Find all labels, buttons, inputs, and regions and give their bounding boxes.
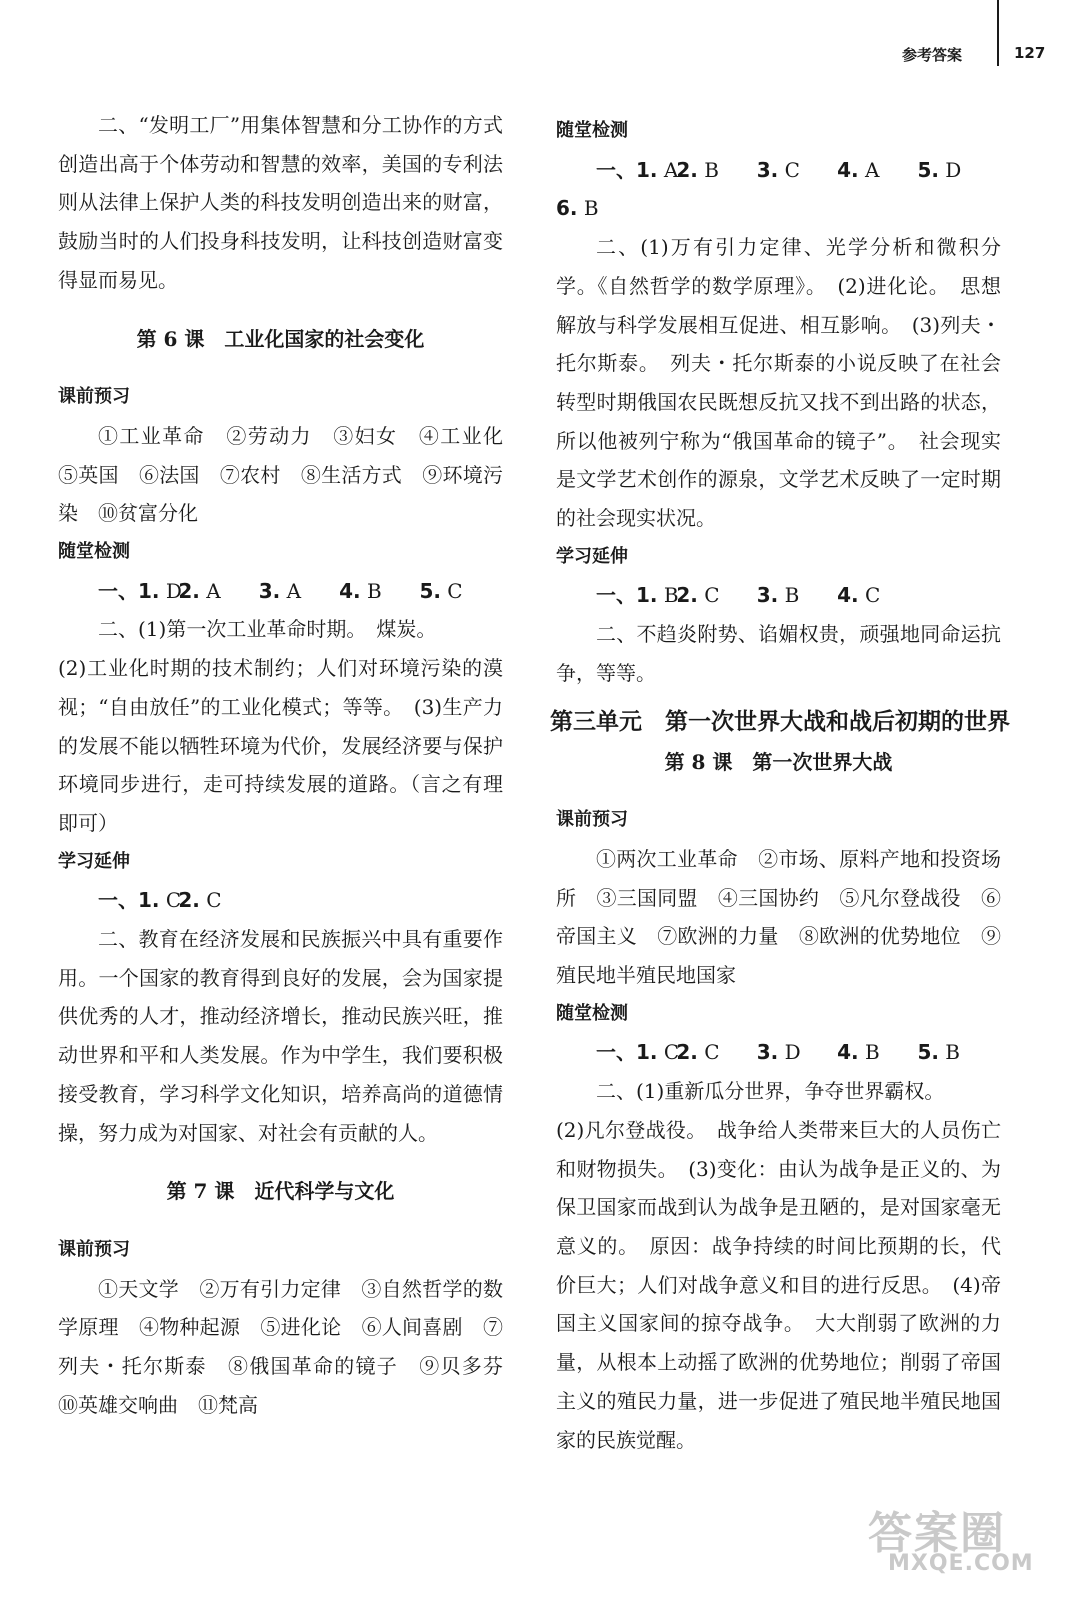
- lesson-6-extend-choice-answers: [58, 881, 503, 920]
- answer-item: 5. D: [917, 157, 962, 182]
- lesson-8-check-part2-rest: (2)凡尔登战役。 战争给人类带来巨大的人员伤亡和财物损失。 (3)变化：由认为战争是正义的、为保卫国家而战到认为战争是丑陋的，是对国家毫无意义的。 原因：战争持续的时间比预期的长，代价巨大；人们对战争意义和目的进行反思。 (4)帝国主义国家间的掠夺战争。 大大削弱了欧洲的力量，从根本上动摇了欧洲的优势地位；削弱了帝国主义的殖民力量，进一步促进了殖民地半殖民地国家的民族觉醒。: [556, 1117, 1001, 1452]
- lesson-7-title: 第 7 课 近代科学与文化: [166, 1179, 395, 1204]
- watermark-text: 答案圈: [868, 1508, 1006, 1559]
- lesson-7-preview-heading: 课前预习: [58, 1238, 130, 1260]
- lesson-6-preview-heading: 课前预习: [58, 386, 130, 408]
- lesson-8-check-choice-answers: [556, 1033, 1001, 1072]
- lesson-8-preview-answers: ①两次工业革命 ②市场、原料产地和投资场所 ③三国同盟 ④三国协约 ⑤凡尔登战役 ⑥帝国主义 ⑦欧洲的力量 ⑧欧洲的优势地位 ⑨殖民地半殖民地国家: [556, 846, 1001, 988]
- lesson-7-extend-paragraph: 二、不趋炎附势、谄媚权贵，顽强地同命运抗争，等等。: [556, 622, 1001, 685]
- lesson-6-extend-paragraph: 二、教育在经济发展和民族振兴中具有重要作用。一个国家的教育得到良好的发展，会为国家提供优秀的人才，推动经济增长，推动民族兴旺，推动世界和平和人类发展。作为中学生，我们要积极接受教育，学习科学文化知识，培养高尚的道德情操，努力成为对国家、对社会有贡献的人。: [58, 927, 503, 1145]
- lesson-8-title: 第 8 课 第一次世界大战: [664, 749, 893, 774]
- answer-item: 2. C: [676, 1040, 720, 1065]
- lesson-7-preview-answers: ①天文学 ②万有引力定律 ③自然哲学的数学原理 ④物种起源 ⑤进化论 ⑥人间喜剧 ⑦列夫・托尔斯泰 ⑧俄国革命的镜子 ⑨贝多芬 ⑩英雄交响曲 ⑪梵高: [58, 1276, 523, 1417]
- lesson-7-extend-choice-answers: [556, 576, 1001, 615]
- lesson-7-check-choice-answers: [556, 151, 1001, 190]
- lesson-8-preview-heading: 课前预习: [556, 809, 628, 831]
- lesson-7-extend-heading: 学习延伸: [556, 545, 628, 567]
- answer-item: 4. B: [339, 578, 382, 603]
- running-header-label: 参考答案: [902, 46, 963, 64]
- answer-item: 3. B: [756, 583, 800, 608]
- answer-item: 2. B: [676, 157, 719, 182]
- answer-item: 一、1. A: [596, 157, 679, 182]
- lesson-7-check-answer-6: 6. B: [556, 196, 599, 221]
- answer-item: 一、1. B: [596, 583, 679, 608]
- answer-item: 2. C: [676, 583, 720, 608]
- lesson-7-check-heading: 随堂检测: [556, 120, 628, 141]
- answer-item: 5. B: [917, 1040, 961, 1065]
- answer-item: 4. B: [837, 1040, 880, 1065]
- answer-item: 一、1. C: [596, 1040, 680, 1065]
- answer-item: 一、1. D: [98, 578, 182, 603]
- answer-item: 2. A: [178, 578, 221, 603]
- page-number: 127: [1014, 44, 1046, 62]
- lesson-6-title: 第 6 课 工业化国家的社会变化: [136, 326, 425, 351]
- answer-item: 3. C: [756, 157, 800, 182]
- intro-paragraph: 二、“发明工厂”用集体智慧和分工协作的方式创造出高于个体劳动和智慧的效率，美国的专利法则从法律上保护人类的科技发明创造出来的财富，鼓励当时的人们投身科技发明，让科技创造财富变得显而易见。: [58, 113, 503, 292]
- watermark-url: MXQE.COM: [888, 1551, 1034, 1576]
- unit-3-title: 第三单元 第一次世界大战和战后初期的世界: [550, 708, 1010, 735]
- lesson-6-check-part2-line1: 二、(1)第一次工业革命时期。 煤炭。: [98, 617, 437, 642]
- lesson-6-extend-heading: 学习延伸: [58, 850, 130, 872]
- answer-item: 4. A: [837, 157, 880, 182]
- lesson-8-check-heading: 随堂检测: [556, 1002, 628, 1024]
- watermark-logo: [868, 1497, 1068, 1587]
- lesson-8-check-part2-line1: 二、(1)重新瓜分世界，争夺世界霸权。: [596, 1079, 945, 1104]
- lesson-7-check-paragraph: 二、(1)万有引力定律、光学分析和微积分学。《自然哲学的数学原理》。 (2)进化论。 思想解放与科学发展相互促进、相互影响。 (3)列夫・托尔斯泰。 列夫・托尔斯泰的小说反映了在社会转型时期俄国农民既想反抗又找不到出路的状态，所以他被列宁称为“俄国革命的镜子”。 社会现实是文学艺术创作的源泉，文学艺术反映了一定时期的社会现实状况。: [556, 235, 1001, 531]
- right-column: [550, 112, 1010, 1459]
- lesson-6-check-part2-rest: (2)工业化时期的技术制约；人们对环境污染的漠视；“自由放任”的工业化模式；等等。 (3)生产力的发展不能以牺牲环境为代价，发展经济要与保护环境同步进行，走可持续发展的道路。（言之有理即可）: [58, 656, 503, 835]
- header-divider: [997, 0, 999, 66]
- answer-item: 5. C: [419, 578, 463, 603]
- lesson-6-check-heading: 随堂检测: [58, 541, 130, 563]
- answer-item: 3. A: [258, 578, 302, 603]
- left-column: [58, 106, 523, 1425]
- lesson-6-check-choice-answers: [58, 572, 503, 611]
- lesson-6-preview-answers: ①工业革命 ②劳动力 ③妇女 ④工业化 ⑤英国 ⑥法国 ⑦农村 ⑧生活方式 ⑨环境污染 ⑩贫富分化: [58, 423, 523, 526]
- answer-item: 4. C: [837, 583, 881, 608]
- answer-item: 3. D: [756, 1040, 801, 1065]
- answer-item: 2. C: [178, 888, 222, 913]
- answer-item: 一、1. C: [98, 888, 182, 913]
